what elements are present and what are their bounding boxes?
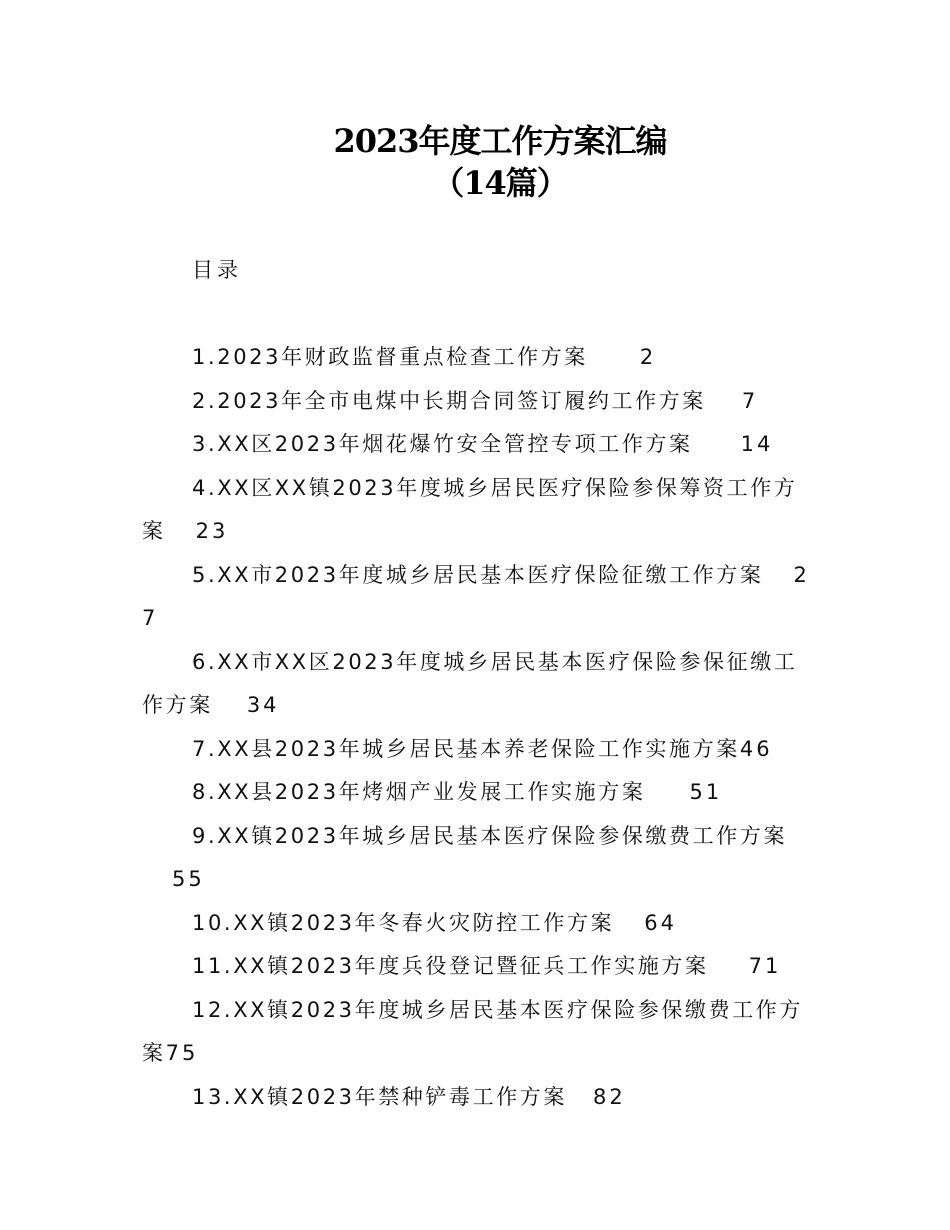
toc-entry-title: 1.2023年财政监督重点检查工作方案 [192,345,588,369]
toc-entry-page: 51 [689,780,723,804]
toc-entry-page: 46 [739,736,773,761]
toc-entry-title: 6.XX市XX区2023年度城乡居民基本医疗保险参保征缴工作方案 [142,649,798,717]
document-subtitle: （14篇） [432,164,568,202]
toc-heading: 目录 [192,258,242,282]
toc-entry-page: 82 [593,1084,626,1109]
toc-entry[interactable] [142,815,814,902]
toc-entry-page: 71 [748,954,782,978]
toc-entry[interactable] [142,771,814,815]
toc-entry[interactable] [142,467,814,554]
toc-entry-title: 13.XX镇2023年禁种铲毒工作方案 [192,1084,568,1109]
toc-entry[interactable] [142,1076,814,1120]
toc-entry-page: 14 [740,432,774,456]
toc-entry-title: 7.XX县2023年城乡居民基本养老保险工作实施方案 [192,736,740,761]
toc-entry-title: 9.XX镇2023年城乡居民基本医疗保险参保缴费工作方案 [192,823,788,848]
toc-entry-title: 3.XX区2023年烟花爆竹安全管控专项工作方案 [192,432,693,456]
toc-entry[interactable] [142,380,814,424]
toc-entry-title: 8.XX县2023年烤烟产业发展工作实施方案 [192,780,646,804]
toc-entry-title: 4.XX区XX镇2023年度城乡居民医疗保险参保筹资工作方案 [142,475,798,543]
toc-entry[interactable] [142,423,814,467]
toc-entry[interactable] [142,728,814,772]
toc-entry-page: 23 [195,519,229,543]
toc-entry-page: 34 [246,693,280,717]
toc-entry-page: 55 [172,867,205,891]
toc-entry-title: 11.XX镇2023年度兵役登记暨征兵工作实施方案 [192,954,709,978]
toc-entry-page: 2 [639,345,657,369]
table-of-contents [142,336,814,1119]
toc-entry[interactable] [142,554,814,641]
document-title: 2023年度工作方案汇编 [333,122,667,160]
toc-entry-title: 10.XX镇2023年冬春火灾防控工作方案 [192,910,615,935]
toc-entry[interactable] [142,989,814,1076]
toc-entry[interactable] [142,945,814,989]
toc-entry-title: 5.XX市2023年度城乡居民基本医疗保险征缴工作方案 [192,562,764,587]
toc-entry-page: 7 [741,388,759,413]
toc-entry[interactable] [142,336,814,380]
toc-entry-title: 12.XX镇2023年度城乡居民基本医疗保险参保缴费工作方案 [142,997,804,1065]
toc-entry-page: 27 [142,562,810,630]
toc-entry-page: 64 [644,910,677,935]
toc-entry-title: 2.2023年全市电煤中长期合同签订履约工作方案 [192,388,706,413]
toc-entry[interactable] [142,902,814,946]
toc-entry-page: 75 [165,1041,199,1065]
toc-entry[interactable] [142,641,814,728]
